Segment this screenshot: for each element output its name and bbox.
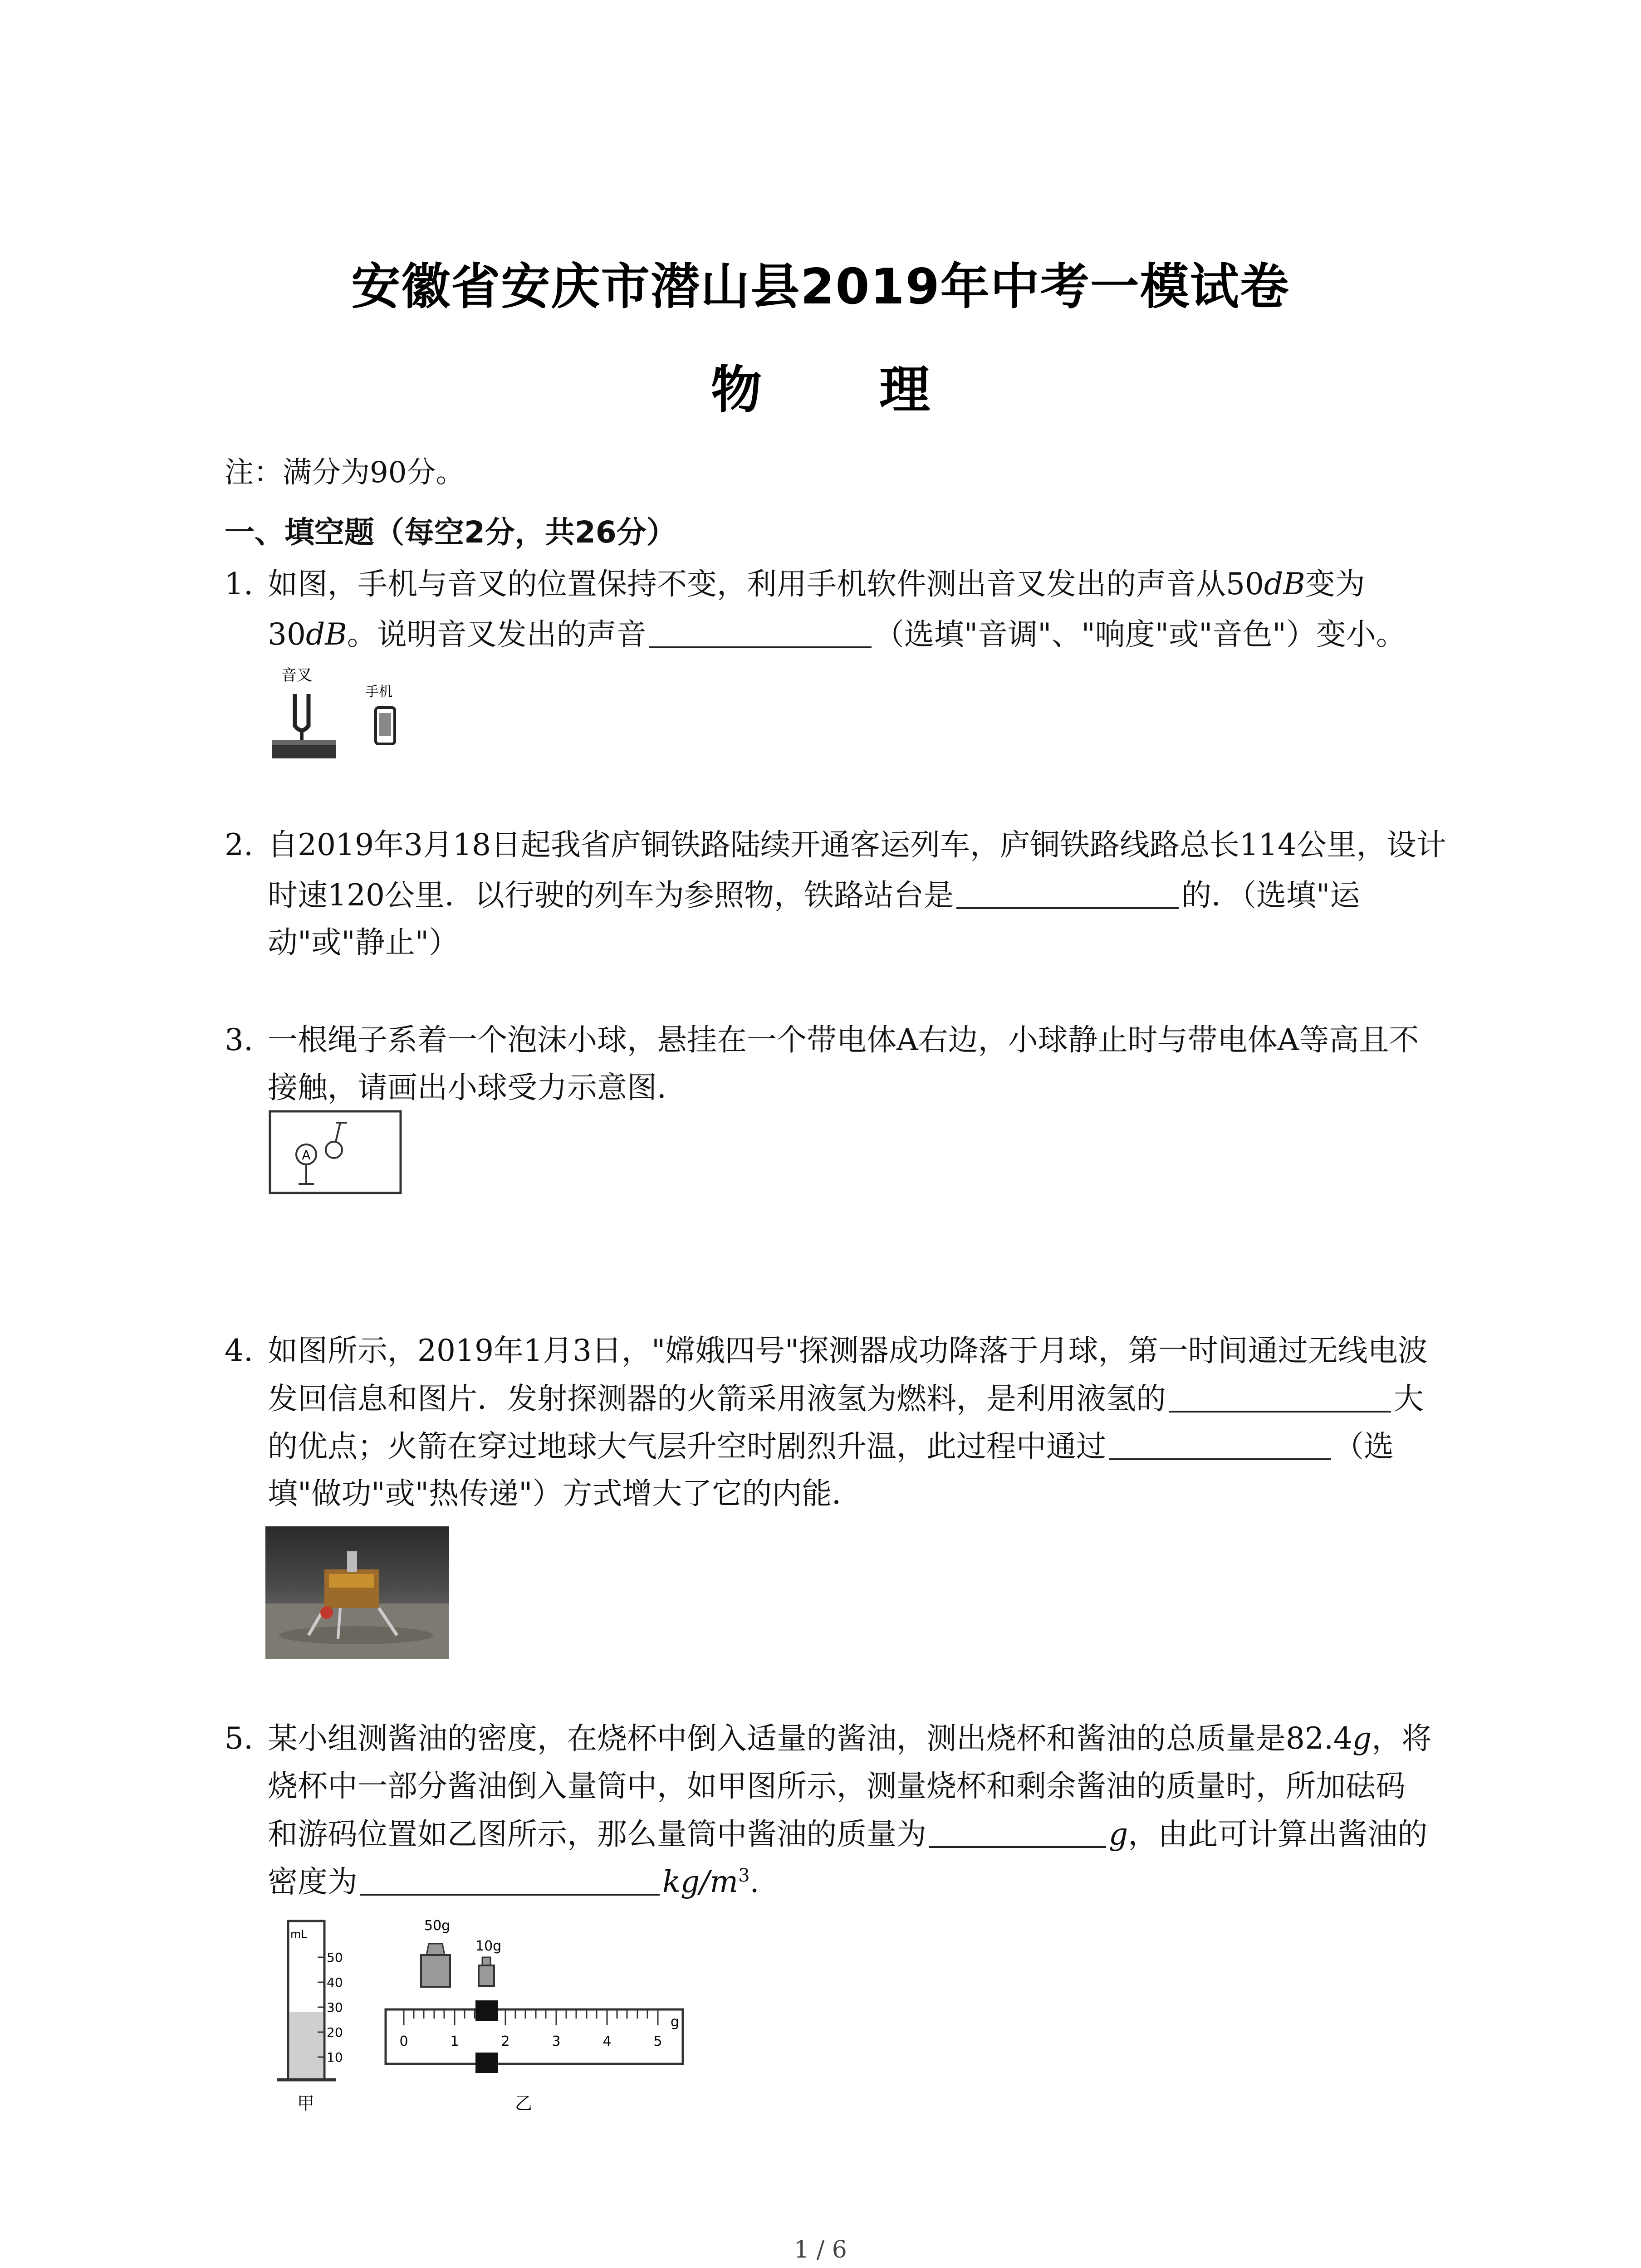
question-text: 和游码位置如乙图所示，那么量筒中酱油的质量为 g，由此可计算出酱油的 [268, 1817, 1428, 1852]
question-text: 30dB。说明音叉发出的声音 （选填"音调"、"响度"或"音色"）变小。 [268, 617, 1406, 652]
answer-blank[interactable] [649, 619, 872, 648]
weight-label: 50g [424, 1918, 451, 1934]
question-number: 2. [225, 827, 253, 862]
scale-tick-label: 3 [552, 2033, 561, 2049]
answer-blank[interactable] [956, 880, 1179, 909]
answer-blank[interactable] [360, 1867, 660, 1896]
scale-tick-label: 2 [501, 2033, 510, 2049]
question-text: 的优点；火箭在穿过地球大气层升空时剧烈升温，此过程中通过 （选 [268, 1429, 1394, 1464]
question-number: 5. [225, 1721, 253, 1756]
cylinder-tick-label: 40 [327, 1975, 343, 1990]
figure-label: 音叉 [281, 666, 312, 684]
question-number: 4. [225, 1333, 253, 1368]
section-heading: 一、填空题（每空2分，共26分） [225, 515, 676, 550]
question-text: 一根绳子系着一个泡沫小球，悬挂在一个带电体A右边，小球静止时与带电体A等高且不 [268, 1022, 1419, 1057]
question-text: 发回信息和图片．发射探测器的火箭采用液氢为燃料，是利用液氢的 大 [268, 1381, 1424, 1416]
question-text: 动"或"静止"） [268, 925, 459, 960]
question-number: 1. [225, 567, 253, 601]
scale-tick-label: 1 [450, 2033, 459, 2049]
cylinder-tick-label: 50 [327, 1950, 343, 1965]
cylinder-tick-label: 10 [327, 2050, 343, 2065]
weight-label: 10g [475, 1938, 502, 1954]
graduated-cylinder-figure [268, 1910, 358, 2123]
question-text: 如图，手机与音叉的位置保持不变，利用手机软件测出音叉发出的声音从50dB变为 [268, 567, 1365, 601]
answer-blank[interactable] [1169, 1383, 1391, 1413]
figure-caption: 甲 [297, 2093, 315, 2113]
charged-body-figure [268, 1109, 404, 1198]
scale-tick-label: 4 [603, 2033, 612, 2049]
figure-label: A [302, 1148, 311, 1163]
question-text: 烧杯中一部分酱油倒入量筒中，如甲图所示，测量烧杯和剩余酱油的质量时，所加砝码 [268, 1769, 1406, 1804]
score-note: 注：满分为90分。 [225, 456, 465, 489]
cylinder-tick-label: 30 [327, 2000, 343, 2015]
question-text: 密度为 $kg/m^3$. [268, 1864, 759, 1899]
cylinder-tick-label: 20 [327, 2025, 343, 2040]
balance-scale-figure [377, 1912, 694, 2125]
scale-tick-label: 0 [399, 2033, 408, 2049]
page-title: 安徽省安庆市潜山县2019年中考一模试卷 [351, 259, 1290, 315]
question-number: 3. [225, 1022, 253, 1057]
question-text: 接触，请画出小球受力示意图． [268, 1070, 687, 1105]
figure-label: 手机 [365, 684, 392, 700]
scale-unit: g [671, 2014, 680, 2030]
rider-bottom [475, 2053, 498, 2073]
lander-photo [265, 1526, 449, 1659]
answer-blank[interactable] [929, 1819, 1106, 1848]
page-number: 1 / 6 [794, 2236, 847, 2263]
question-text: 自2019年3月18日起我省庐铜铁路陆续开通客运列车，庐铜铁路线路总长114公里，设计 [268, 827, 1446, 862]
tuning-fork-figure [268, 662, 422, 764]
question-text: 填"做功"或"热传递"）方式增大了它的内能． [268, 1476, 862, 1511]
answer-blank[interactable] [1109, 1431, 1331, 1460]
subject-title: 物 理 [711, 361, 980, 420]
question-text: 如图所示，2019年1月3日，"嫦娥四号"探测器成功降落于月球，第一时间通过无线电波 [268, 1333, 1428, 1368]
cylinder-unit: mL [290, 1928, 307, 1941]
figure-caption: 乙 [515, 2093, 533, 2113]
scale-tick-label: 5 [653, 2033, 662, 2049]
rider-top [475, 2000, 498, 2021]
question-text: 某小组测酱油的密度，在烧杯中倒入适量的酱油，测出烧杯和酱油的总质量是82.4g，将 [268, 1721, 1432, 1756]
question-text: 时速120公里．以行驶的列车为参照物，铁路站台是 的．（选填"运 [268, 878, 1360, 913]
